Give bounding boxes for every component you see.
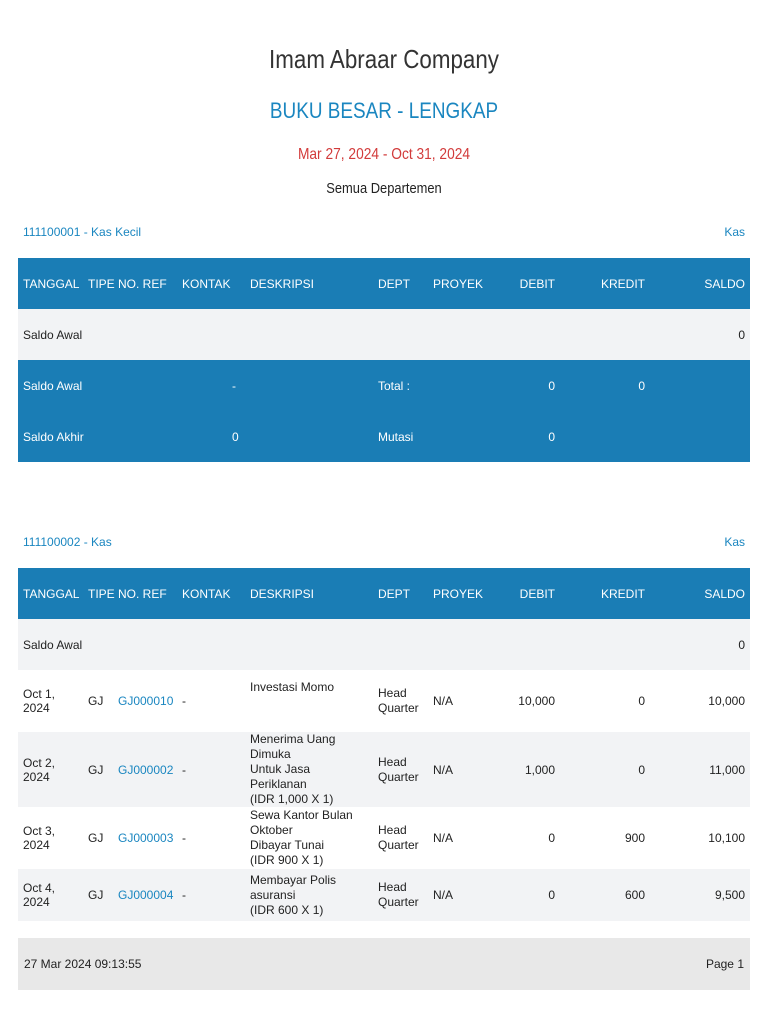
cell-debit: 0 bbox=[548, 831, 555, 845]
department-filter: Semua Departemen bbox=[326, 180, 442, 197]
column-header-tipe: TIPE bbox=[83, 258, 113, 309]
column-header-kredit: KREDIT bbox=[560, 568, 650, 619]
cell-contact: - bbox=[177, 869, 245, 921]
summary-saldo-akhir-value: 0 bbox=[245, 411, 373, 462]
column-header-kontak: KONTAK bbox=[177, 568, 245, 619]
table-header bbox=[18, 568, 750, 619]
column-header-no-ref: NO. REF bbox=[113, 568, 177, 619]
cell-dept bbox=[373, 670, 428, 732]
table-row bbox=[18, 807, 750, 869]
dept-line: Quarter bbox=[378, 895, 419, 909]
account-type: Kas bbox=[724, 225, 745, 239]
description-line: Investasi Momo bbox=[250, 680, 335, 694]
column-header-kredit: KREDIT bbox=[560, 258, 650, 309]
description-line: Membayar Polis asuransi bbox=[250, 872, 337, 902]
table-row bbox=[18, 732, 750, 807]
cell-balance: 11,000 bbox=[650, 732, 750, 807]
cell-dept bbox=[373, 869, 428, 921]
summary-saldo-awal-label: Saldo Awal bbox=[18, 360, 245, 411]
column-header-proyek: PROYEK bbox=[428, 568, 490, 619]
dept-line: Head bbox=[378, 686, 407, 700]
column-header-saldo: SALDO bbox=[650, 568, 750, 619]
ref-link[interactable]: GJ000003 bbox=[118, 831, 174, 845]
cell-date: Oct 4, 2024 bbox=[18, 869, 83, 921]
cell-project: N/A bbox=[428, 869, 490, 921]
summary-row bbox=[18, 360, 750, 411]
cell-contact: - bbox=[177, 732, 245, 807]
description-line: Dibayar Tunai bbox=[250, 838, 325, 852]
report-period: Mar 27, 2024 - Oct 31, 2024 bbox=[297, 146, 471, 163]
summary-row bbox=[18, 411, 750, 462]
description-line: Untuk Jasa Periklanan bbox=[250, 762, 311, 791]
cell-contact: - bbox=[182, 694, 186, 708]
opening-value: 0 bbox=[650, 309, 750, 360]
column-header-dept: DEPT bbox=[373, 258, 428, 309]
column-header-tanggal: TANGGAL bbox=[18, 258, 83, 309]
cell-debit: 10,000 bbox=[518, 694, 555, 708]
ledger-table bbox=[18, 258, 750, 462]
column-header-tanggal: TANGGAL bbox=[18, 568, 83, 619]
summary-total-kredit: 0 bbox=[560, 360, 650, 411]
description-line: Menerima Uang Dimuka bbox=[250, 732, 336, 761]
print-timestamp: 27 Mar 2024 09:13:55 bbox=[24, 957, 142, 971]
cell-ref bbox=[113, 732, 177, 807]
description-line: Sewa Kantor Bulan Oktober bbox=[250, 808, 353, 837]
opening-balance-row bbox=[18, 619, 750, 670]
cell-ref bbox=[113, 807, 177, 869]
summary-total-debit: 0 bbox=[490, 360, 560, 411]
dept-line: Head bbox=[378, 880, 407, 894]
cell-type: GJ bbox=[83, 732, 113, 807]
column-header-deskripsi: DESKRIPSI bbox=[245, 258, 373, 309]
cell-credit: 900 bbox=[624, 831, 645, 845]
column-header-no-ref: NO. REF bbox=[113, 258, 177, 309]
opening-label: Saldo Awal bbox=[18, 619, 650, 670]
page-number: Page 1 bbox=[705, 957, 744, 971]
cell-credit: 600 bbox=[560, 869, 650, 921]
opening-label: Saldo Awal bbox=[18, 309, 650, 360]
cell-balance: 10,000 bbox=[708, 694, 745, 708]
ledger-table bbox=[18, 568, 750, 921]
cell-balance: 9,500 bbox=[650, 869, 750, 921]
cell-ref bbox=[113, 869, 177, 921]
summary-mutasi-label: Mutasi bbox=[373, 411, 490, 462]
column-header-tipe: TIPE bbox=[83, 568, 113, 619]
cell-credit: 0 bbox=[638, 694, 645, 708]
cell-balance: 10,100 bbox=[708, 831, 745, 845]
account-type: Kas bbox=[724, 535, 745, 549]
cell-date: Oct 3, 2024 bbox=[23, 824, 56, 852]
ref-link[interactable]: GJ000004 bbox=[118, 888, 174, 902]
summary-saldo-akhir-label: Saldo Akhir bbox=[18, 411, 245, 462]
column-header-proyek: PROYEK bbox=[428, 258, 490, 309]
table-row bbox=[18, 869, 750, 921]
cell-description bbox=[245, 732, 373, 807]
cell-dept bbox=[373, 732, 428, 807]
cell-description bbox=[245, 807, 373, 869]
account-name[interactable]: 111100001 - Kas Kecil bbox=[23, 225, 142, 239]
cell-project: N/A bbox=[433, 694, 454, 708]
summary-saldo-awal-value: - bbox=[245, 360, 373, 411]
cell-debit: 0 bbox=[490, 869, 560, 921]
cell-type: GJ bbox=[88, 831, 104, 845]
cell-date: Oct 2, 2024 bbox=[18, 732, 83, 807]
dept-line: Quarter bbox=[378, 701, 419, 715]
company-name: Imam Abraar Company bbox=[269, 44, 499, 74]
ref-link[interactable]: GJ000002 bbox=[118, 762, 174, 777]
cell-ref bbox=[113, 670, 177, 732]
dept-line: Head bbox=[378, 754, 407, 769]
cell-project: N/A bbox=[433, 831, 454, 845]
column-header-debit: DEBIT bbox=[490, 568, 560, 619]
dept-line: Quarter bbox=[378, 769, 419, 784]
report-title: BUKU BESAR - LENGKAP bbox=[269, 98, 499, 123]
table-header bbox=[18, 258, 750, 309]
cell-type: GJ bbox=[88, 694, 104, 708]
column-header-kontak: KONTAK bbox=[177, 258, 245, 309]
description-line: (IDR 900 X 1) bbox=[250, 853, 324, 867]
cell-debit: 1,000 bbox=[490, 732, 560, 807]
summary-total-label: Total : bbox=[373, 360, 490, 411]
column-header-dept: DEPT bbox=[373, 568, 428, 619]
description-line: (IDR 600 X 1) bbox=[250, 902, 324, 917]
dept-line: Quarter bbox=[378, 838, 419, 852]
report-footer bbox=[18, 938, 750, 990]
account-name[interactable]: 111100002 - Kas bbox=[23, 535, 112, 549]
cell-contact: - bbox=[182, 831, 186, 845]
cell-project: N/A bbox=[428, 732, 490, 807]
cell-description bbox=[245, 869, 373, 921]
ref-link[interactable]: GJ000010 bbox=[118, 694, 174, 708]
cell-credit: 0 bbox=[560, 732, 650, 807]
description-line: (IDR 1,000 X 1) bbox=[250, 792, 334, 806]
column-header-debit: DEBIT bbox=[490, 258, 560, 309]
cell-dept bbox=[373, 807, 428, 869]
opening-balance-row bbox=[18, 309, 750, 360]
dept-line: Head bbox=[378, 823, 407, 837]
table-row bbox=[18, 670, 750, 732]
cell-date: Oct 1, 2024 bbox=[23, 687, 56, 715]
column-header-deskripsi: DESKRIPSI bbox=[245, 568, 373, 619]
summary-mutasi-value: 0 bbox=[490, 411, 560, 462]
cell-description bbox=[245, 670, 373, 732]
column-header-saldo: SALDO bbox=[650, 258, 750, 309]
opening-value: 0 bbox=[650, 619, 750, 670]
cell-type: GJ bbox=[83, 869, 113, 921]
